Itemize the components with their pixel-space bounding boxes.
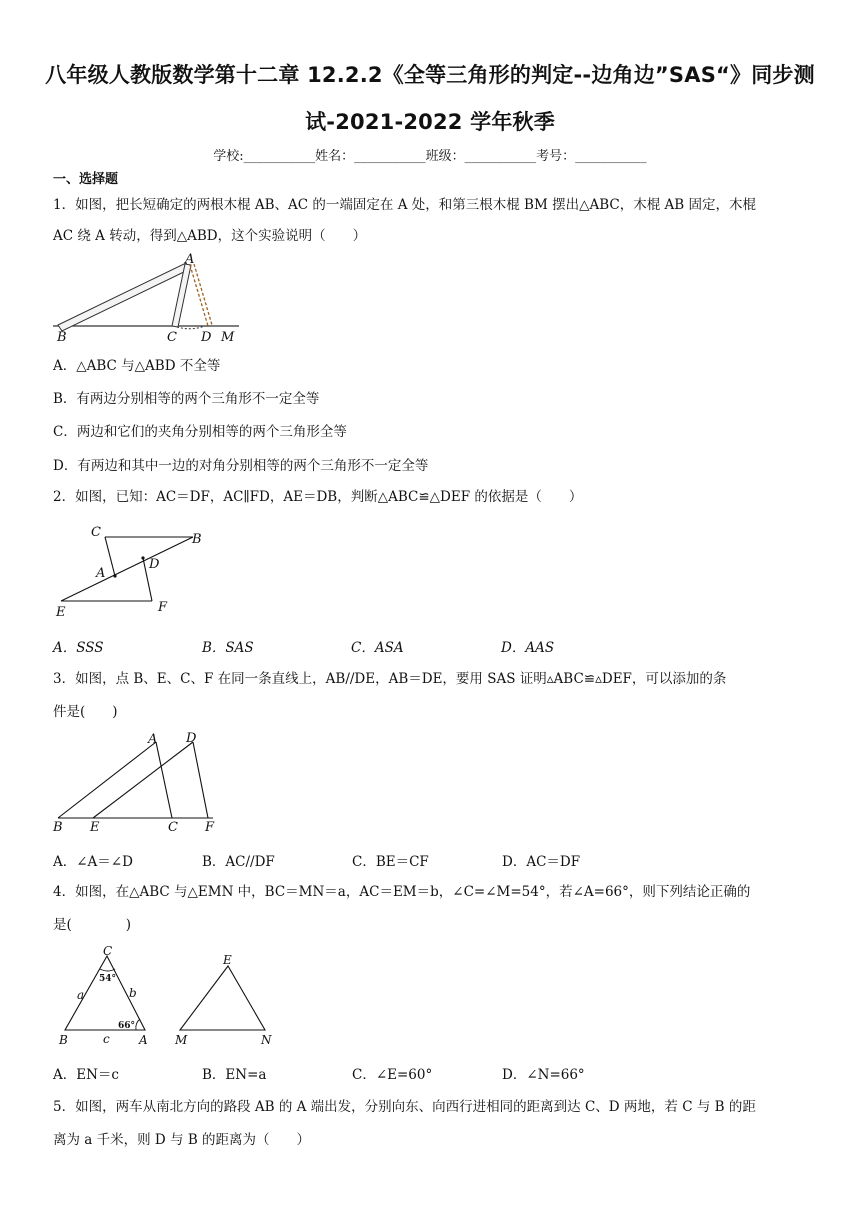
q3-option-d[interactable]: D．AC＝DF <box>502 854 581 870</box>
question-4-figure <box>53 944 293 1049</box>
q4-label-c: C <box>103 944 113 958</box>
question-3-line-2: 件是( ) <box>53 704 118 720</box>
q4-label-angle-a: 66° <box>118 1021 136 1031</box>
q2-label-e: E <box>56 605 66 620</box>
q4-label-b: B <box>59 1033 68 1047</box>
q2-label-a: A <box>96 566 106 581</box>
q3-label-f: F <box>205 820 215 835</box>
q1-option-a[interactable]: A．△ABC 与△ABD 不全等 <box>53 358 221 374</box>
question-1-line-2: AC 绕 A 转动，得到△ABD，这个实验说明（ ） <box>53 228 367 244</box>
q4-option-d[interactable]: D．∠N=66° <box>502 1067 585 1083</box>
q3-label-e: E <box>90 820 100 835</box>
q4-label-side-a: a <box>77 988 85 1002</box>
section-title: 一、选择题 <box>53 172 119 187</box>
question-5-line-2: 离为 a 千米，则 D 与 B 的距离为（ ） <box>53 1132 311 1148</box>
q3-label-c: C <box>168 820 178 835</box>
q2-label-f: F <box>158 600 168 615</box>
q1-option-d[interactable]: D．有两边和其中一边的对角分别相等的两个三角形不一定全等 <box>53 458 429 474</box>
q4-label-side-c: c <box>103 1032 110 1046</box>
q2-option-b[interactable]: B．SAS <box>202 640 254 656</box>
q1-option-c[interactable]: C．两边和它们的夹角分别相等的两个三角形全等 <box>53 424 347 440</box>
question-4-line-2: 是( ) <box>53 917 132 933</box>
q3-option-a[interactable]: A．∠A＝∠D <box>53 854 133 870</box>
question-2-figure <box>53 520 213 620</box>
q1-label-d: D <box>201 330 212 345</box>
question-1-line-1: 1．如图，把长短确定的两根木棍 AB、AC 的一端固定在 A 处，和第三根木棍 BM 摆出△ABC，木棍 AB 固定，木棍 <box>53 197 756 213</box>
q1-label-m: M <box>221 330 235 345</box>
q2-option-a[interactable]: A．SSS <box>53 640 104 656</box>
title-line-1: 八年级人教版数学第十二章 12.2.2《全等三角形的判定--边角边”SAS“》同步测 <box>45 63 815 87</box>
question-3-line-1: 3．如图，点 B、E、C、F 在同一条直线上，AB//DE，AB＝DE，要用 SAS 证明▵ABC≌▵DEF，可以添加的条 <box>53 671 727 687</box>
question-3-figure <box>53 730 233 840</box>
q4-option-b[interactable]: B．EN=a <box>202 1067 267 1083</box>
q3-option-c[interactable]: C．BE＝CF <box>352 854 429 870</box>
q3-label-a: A <box>148 732 158 747</box>
q2-option-d[interactable]: D．AAS <box>501 640 555 656</box>
q4-label-m: M <box>175 1033 188 1047</box>
q4-label-n: N <box>261 1033 272 1047</box>
q4-label-angle-c: 54° <box>99 974 117 984</box>
q4-label-e: E <box>223 953 232 967</box>
q4-label-side-b: b <box>129 986 137 1000</box>
q2-label-c: C <box>91 525 101 540</box>
question-2-line-1: 2．如图，已知：AC＝DF，AC∥FD，AE＝DB，判断△ABC≌△DEF 的依据是（ ） <box>53 489 583 505</box>
q2-label-b: B <box>192 532 202 547</box>
q1-label-c: C <box>167 330 177 345</box>
title-line-2: 试-2021-2022 学年秋季 <box>305 110 555 134</box>
question-4-line-1: 4．如图，在△ABC 与△EMN 中，BC＝MN＝a，AC＝EM＝b，∠C=∠M=54°，若∠A=66°，则下列结论正确的 <box>53 884 751 900</box>
student-info-line: 学校:___________姓名：___________班级：___________考号：___________ <box>213 149 647 164</box>
q3-label-b: B <box>53 820 63 835</box>
question-5-line-1: 5．如图，两车从南北方向的路段 AB 的 A 端出发，分别向东、向西行进相同的距离到达 C、D 两地，若 C 与 B 的距 <box>53 1099 756 1115</box>
q2-option-c[interactable]: C．ASA <box>351 640 404 656</box>
question-1-figure <box>53 252 253 345</box>
q1-label-a: A <box>185 252 195 267</box>
q3-label-d: D <box>186 731 197 746</box>
q2-label-d: D <box>149 557 160 572</box>
q3-option-b[interactable]: B．AC//DF <box>202 854 275 870</box>
q1-label-b: B <box>57 330 67 345</box>
q1-option-b[interactable]: B．有两边分别相等的两个三角形不一定全等 <box>53 391 320 407</box>
q4-label-a: A <box>139 1033 148 1047</box>
q4-option-a[interactable]: A．EN＝c <box>53 1067 119 1083</box>
q4-option-c[interactable]: C．∠E=60° <box>352 1067 433 1083</box>
